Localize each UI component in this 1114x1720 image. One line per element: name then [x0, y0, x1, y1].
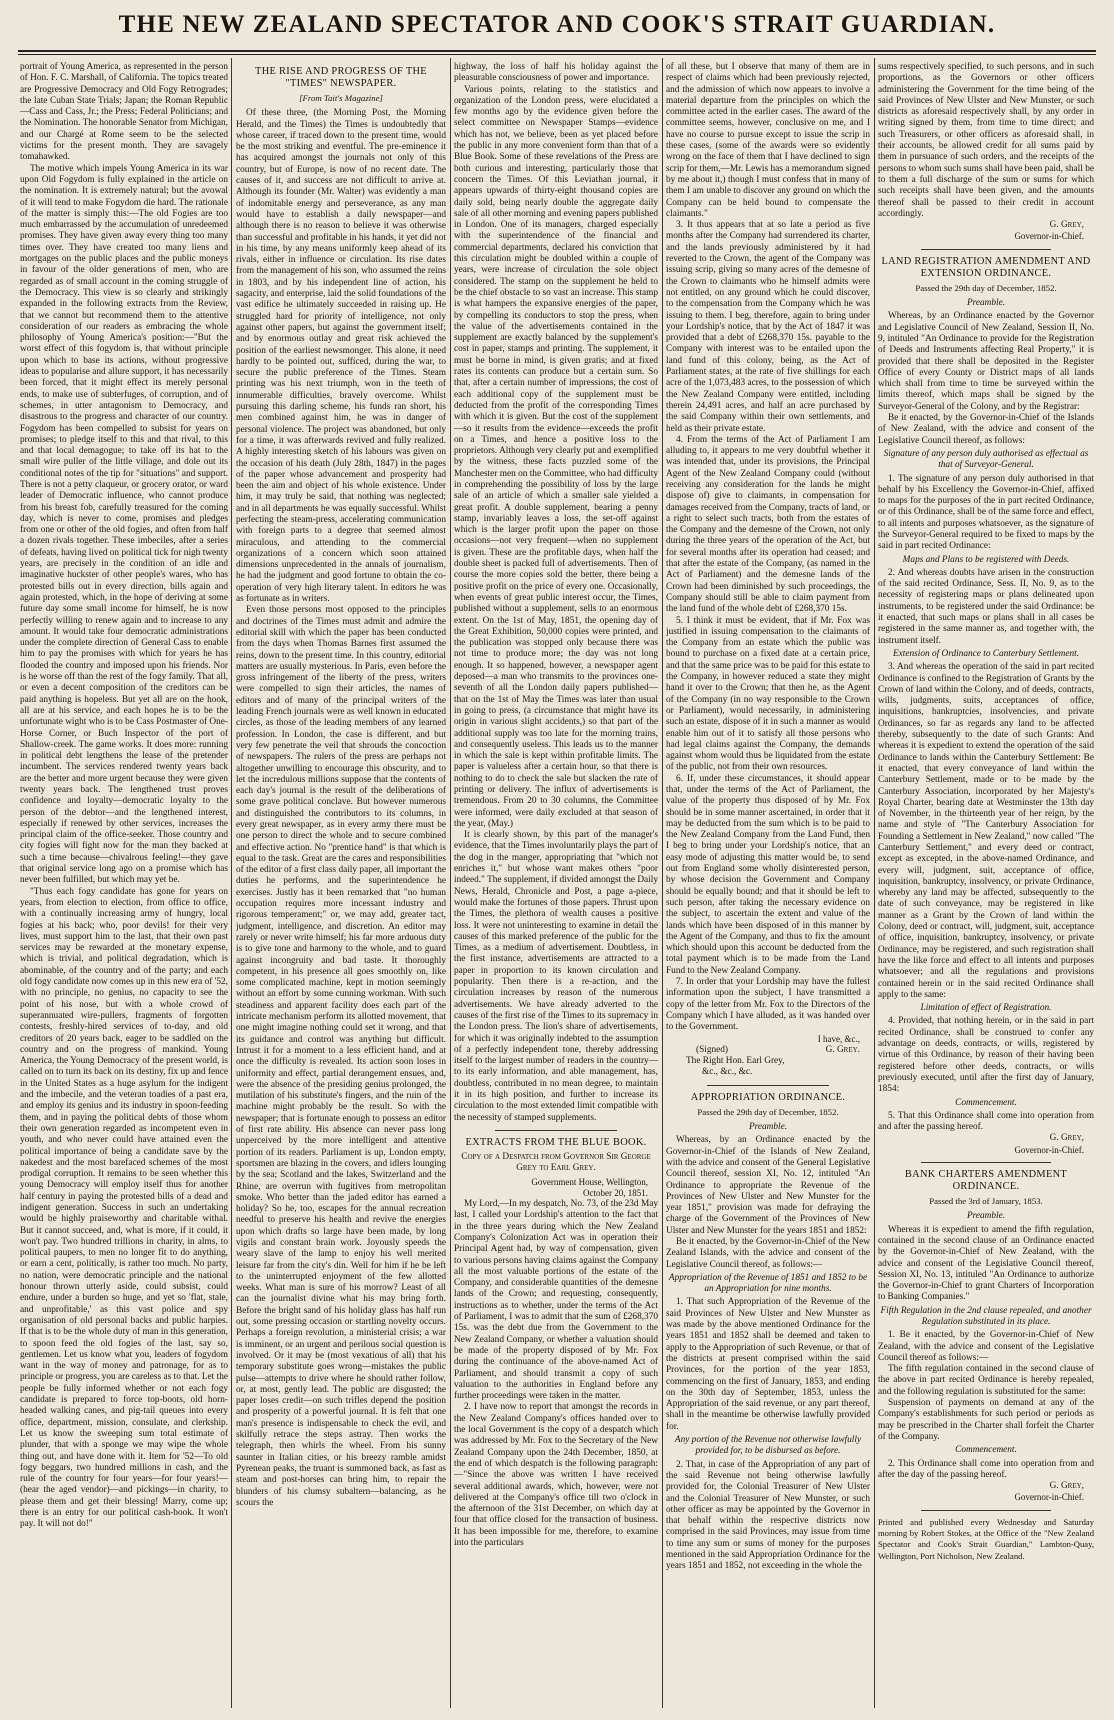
dateline: October 20, 1851. — [583, 1187, 648, 1198]
article-paragraph: Be it enacted, by the Governor-in-Chief of the New Zealand Islands, with the advice and consent of the Legislative Council thereof, as follows:— — [666, 1236, 870, 1270]
preamble-label: Preamble. — [966, 298, 1006, 309]
article-paragraph: Whereas, by an Ordinance enacted by the Governor-in-Chief of the Islands of New Zealand, with the advice and consent of the General Legislative Council thereof, session XI, No. 12, intituled "An Ordinance to appropriate the Revenue of the Provinces of New Ulster and New Munster for the year 1851," provision was made for defraying the charge of the Government of the Provinces of New Ulster and New Munster for the years 1851 and 1852: — [666, 1135, 870, 1236]
signature-title: Governor-in-Chief. — [1014, 1144, 1084, 1155]
margin-note: Signature of any person duly authorised as effectual as that of Surveyor-General. — [883, 448, 1089, 471]
margin-note: Commencement. — [955, 1445, 1017, 1456]
section-rule — [921, 1162, 1051, 1163]
signature-name: G. Grey, — [1049, 1133, 1084, 1144]
article-paragraph: My Lord,—In my despatch, No. 73, of the 23d May last, I called your Lordship's attention to the fact that in the three years during which the New Zealand Company's Colonization Act was in operation their Principal Agent had, by way of compensation, given to various persons having claims against the Company all the most valuable portions of the estate of the Company, and considerable quantities of the demesne lands of the Crown; and requesting, consequently, instructions as to whether, under the terms of the Act of Parliament, I was to admit that the sum of £268,370 15s. was the debt due from the Government to the New Zealand Company, or whether a valuation should be made of the property disposed of by Mr. Fox during the continuance of the above-named Act of Parliament, and should transmit a copy of such valuation to the authorities in England before any further proceedings were taken in the matter. — [454, 1199, 658, 1402]
article-paragraph: It is clearly shown, by this part of the manager's evidence, that the Times involuntarily plays the part of the dog in the manger, appropriating that "which not enriches it," but whose want makes others "poor indeed." The supplement, if divided amongst the Daily News, Herald, Chronicle and Post, a page a-piece, would make the fortunes of those papers. Thrust upon the Times, the plethora of wealth causes a positive loss. It were not uninteresting to examine in detail the causes of this marked preference of the public for the Times, as a medium of advertisement. Doubtless, in the first instance, advertisements are attracted to a paper in proportion to its known circulation and popularity. Then there is a re-action, and the circulation increases by reason of the numerous advertisements. We have already adverted to the causes of the first rise of the Times to its supremacy in the London press. The lion's share of advertisements, for which it was originally indebted to the assumption of a perfectly independent tone, thereby addressing itself to the largest number of readers in the country—to its early information, and able management, has, doubtless, contributed in no mean degree, to maintain it in its high position, and further to increase its circulation to the most extended limit compatible with the necessity of stamped supplements. — [454, 830, 658, 1123]
article-paragraph: 6. If, under these circumstances, it should appear that, under the terms of the Act of Parliament, the value of the property thus disposed of by Mr. Fox should be in some manner ascertained, in order that it may be deducted from the sum which is to be paid to the New Zealand Company from the Land Fund, then I beg to bring under your Lordship's notice, that an easy mode of adjusting this matter would be, to send out from England some wholly disinterested person, by whose decision the Government and Company should be equally bound; and that it should be left to such person, after taking the necessary evidence on the subject, to ascertain the extent and value of the lands which have been disposed of in this manner by the Agent of the Company, and thus to fix the amount which should upon this account be deducted from the total payment which is to be made from the Land Fund to the New Zealand Company. — [666, 773, 870, 976]
preamble-label: Preamble. — [748, 1122, 788, 1133]
section-rule — [707, 1085, 829, 1086]
margin-note: Any portion of the Revenue not otherwise lawfully provided for, to be disbursed as before. — [674, 1435, 862, 1457]
article-paragraph: 2. That, in case of the Appropriation of any part of the said Revenue not being otherwise lawfully provided for, the Colonial Treasurer of New Ulster and the Colonial Treasurer of New Munster, or such other officer as may be appointed by the Governor in that behalf within the respective districts now comprised in the said Provinces, may issue from time to time any sum or sums of money for the purposes mentioned in the said Appropriation Ordinance for the years 1851 and 1852, not exceeding in the whole the — [666, 1459, 870, 1572]
margin-note: Maps and Plans to be registered with Deeds. — [902, 554, 1070, 565]
masthead-rule-thin — [18, 54, 1096, 55]
article-paragraph: 4. From the terms of the Act of Parliament I am alluding to, it appears to me very doubtful whether it was intended that, under its provisions, the Principal Agent of the New Zealand Company could (without receiving any consideration for the lands he might dispose of) give to claimants, in compensation for damages received from the Company, tracts of land, or a right to select such tracts, both from the estates of the Company and the demesne of the Crown, not only during the three years of the operation of the Act, but for several months after its operation had ceased; and that after the estate of the Company, (as named in the Act of Parliament) and the demesne lands of the Crown had been diminished by such proceedings, the Company should still be able to claim payment from the land fund of the whole debt of £268,370 15s. — [666, 434, 870, 615]
ordinance-heading: LAND REGISTRATION AMENDMENT AND EXTENSION ORDINANCE. — [881, 255, 1091, 279]
addressee: The Right Hon. Earl Grey, — [686, 1056, 785, 1067]
masthead-title: THE NEW ZEALAND SPECTATOR AND COOK'S STRAIT GUARDIAN. — [118, 11, 996, 38]
article-paragraph: The motive which impels Young America in its war upon Old Fogydom is fully explained in the article on the nomination. It is extremely natural; but the avowal of it will tend to make Fogydom die hard. The rationale of the matter is simply this:—The old Fogies are too much embarrassed by the accumulation of unredeemed promises. They have given away every thing too many times over. They have created too many liens and mortgages on the public places and the public moneys in favour of the older generations of men, who are regarded as of small account in the coming struggle of the Democracy. This view is so clearly and strikingly expanded in the following extracts from the Review, that we cannot but recommend them to the attentive consideration of our readers as embracing the whole philosophy of Young America's position:—"But the worst effect of this fogydom is, that without principle upon which to base its actions, without progressive ideas to popularise and allure support, it has necessarily been forced, that it might effect its merely personal ends, to make use of subterfuges, of corruption, and of schemes, in utter antagonism to Democracy, and disastrous to the progress and character of our country. Fogydom has been compelled to subsist for years on promises; to pledge itself to this and that rival, to this and that local demagogue; to take off its hat to the small wire puller of the little village, and dole out its conditional notes of the tip for "situations" and support. There is not a petty claqueur, or grocery orator, or ward leader of Democratic influence, who cannot produce from his breast fob, carefully treasured for the coming day, which is never to come, promises and pledges from one or other of the old fogies, and often from half a dozen rivals together. These imbeciles, after a series of defeats, having lived on political tick for nigh twenty years, are precisely in the condition of an idle and imaginative huckster of other people's wares, who has protested bills out in every direction, bills again and again protested, which, in the hope of deriving at some future day some small income for himself, he is now perfectly willing to renew again and to increase to any amount. It would take four democratic administrations under the complete direction of General Cass to enable him to pay the promises with which for years he has flooded the country and imposed upon his friends. Nor is he worse off than the rest of the fogy family. That all, or even a decent composition of the creditors can be paid anything is hopeless. But yet all are on the hook, all are at his service, and each hopes he is to be the unfortunate wight who is to be Cass Postmaster of One-Horse Corner, or Buch Inspector of the port of Shallow-creek. The game works. It does more: running in political debt lengthens the lease of the pretender incumbent. The services rendered twenty years back are the better and more urgent because they were given twenty years back. The lengthened trust proves confidence and loyalty—democratic loyalty to the person of the debtor—and the lengthened interest, especially if renewed by other services, increases the principal claim of the office-seeker. Those country and city fogies will fight now for the man they backed at such a time because—chivalrous feeling!—they gave that original service long ago on a promise which has never been fulfilled, but which may yet be. — [20, 163, 228, 886]
article-paragraph: sums respectively specified, to such persons, and in such proportions, as the Governors or other officers administering the Government for the time being of the said Provinces of New Ulster and New Munster, or such districts as aforesaid respectively shall, by any order in writing signed by them, from time to time direct; and such Treasurers, or other officers as aforesaid shall, in their accounts, be allowed credit for all sums paid by them in pursuance of such orders, and the receipts of the persons to whom such sums shall have been paid, shall be to them a full discharge of the sum or sums for which such receipts shall have been given, and the amounts thereof shall be passed to their credit in account accordingly. — [878, 62, 1094, 219]
article-paragraph: The fifth regulation contained in the second clause of the above in part recited Ordinance is hereby repealed, and the following regulation is substituted for the same: — [878, 1364, 1094, 1397]
section-rule — [495, 1130, 617, 1131]
article-paragraph: Even those persons most opposed to the principles and doctrines of the Times must admit and admire the editorial skill with which the paper has been conducted from the days when Thomas Barnes first assumed the reins, down to the present time. In this country, editorial matters are usually mysterious. In Paris, even before the gross infringement of the liberty of the press, writers were compelled to sign their articles, the names of editors and of many of the principal writers of the leading French journals were as well known in educated circles, as those of the leading members of any learned profession. In London, the case is different, and but very few penetrate the veil that shrouds the concoction of newspapers. The rulers of the press are perhaps not altogether unwilling to encourage this obscurity, and to let the incredulous millions suppose that the contents of each day's journal is the result of the deliberations of some grave political conclave. But however numerous and distinguished the contributors to its columns, in every great newspaper, as in every army there must be one person to direct the whole and to secure combined and effective action. No "prentice hand" is that which is equal to the task. Great are the cares and responsibilities of the editor of a first class daily paper, all important the duties he performs, and the superintendence he exercises. Justly has it been remarked that "no human occupation requires more incessant industry and rigorous temperament;" or, we may add, greater tact, judgment, intelligence, and discretion. An editor may rarely or never write himself; his far more arduous duty is to give tone and harmony to the whole, and to guard against incongruity and bad taste. It thoroughly competent, in his presence all goes smoothly on, like some complicated machine, kept in motion seemingly without an effort by some cunning workman. With such steadiness and apparent facility does each part of the intricate mechanism perform its allotted movement, that one might imagine nothing could set it wrong, and that its guidance and control was anything but difficult. Intrust it for a moment to a less efficient hand, and at once the difficulty is revealed. Its action soon loses in uniformity and effect, partial derangement ensues, and, were the absence of the presiding genius prolonged, the mutilation of his substitute's fingers, and the ruin of the machine might probably be the result. So with the newspaper; that is fortunate enough to possess an editor of first rate ability. His absence can never pass long unperceived by the more intelligent and attentive portion of its readers. Parliament is up, London empty, sportsmen are blazing in the covers, and idlers lounging by the sea; Scotland and the lakes, Switzerland and the Rhine, are overrun with fugitives from metropolitan smoke. Who better than the jaded editor has earned a holiday? So he, too, escapes for the annual recreation needful to preserve his health and revive the energies upon which drafts so large have been made, by long vigils and constant brain work. Joyously speeds the weary slave of the lamp to enjoy his well merited leisure far from the city's din. Well for him if he be left to the uninterrupted enjoyment of the few allotted weeks. What man is sure of his morrow? Least of all can the journalist divine what his may bring forth. Before the bright sand of his holiday glass has half run out, some pressing occasion or startling novelty occurs. Perhaps a foreign revolution, a ministerial crisis; a war is imminent, or an urgent and perilous social question is involved. Or it may be (most vexatious of all) that his temporary substitute goes wrong—mistakes the public pulse—attempts to drive where he should rather follow, or, at most, gently lead. The public are disgusted; the paper loses credit—on such trifles depend the position and prosperity of a powerful journal. It is felt that one man's presence is indispensable to check the evil, and skilfully retrace the steps astray. Then works the telegraph, then whirls the wheel. From his sunny saunter in Italian cities, or his breezy ramble amidst Pyrenean peaks, the truant is summoned back, as fast as steam and post-horses can bring him, to repair the blunders of his clumsy subaltern—balancing, as he scours the — [236, 605, 446, 1508]
article-paragraph: Whereas, by an Ordinance enacted by the Governor and Legislative Council of New Zealand, Session II, No. 9, intituled "An Ordinance to provide for the Registration of Deeds and Instruments affecting Real Property," it is provided that there shall be deposited in the Register Office of every County or District maps of all lands which shall from time to time be surveyed within the limits thereof, which maps shall be signed by the Surveyor-General of the Colony, and by the Registrar: — [878, 311, 1094, 412]
signature-name: G. Grey, — [1049, 1481, 1084, 1492]
section-rule — [921, 1510, 1051, 1511]
preamble-label: Preamble. — [966, 1211, 1006, 1222]
article-source: [From Tait's Magazine] — [299, 93, 383, 103]
article-paragraph: 1. Be it enacted, by the Governor-in-Chief of New Zealand, with the advice and consent of the Legislative Council thereof as follows:— — [878, 1330, 1094, 1363]
article-paragraph: 5. I think it must be evident, that if Mr. Fox was justified in issuing compensation to the claimants of the Company from an estate which the public was bound to purchase on a fixed date at a certain price, and that the same price was to be paid for this estate to the Company, in however reduced a state they might hand it over to the Crown; that then he, as the Agent of the Company (in no way responsible to the Crown or Parliament), would necessarily, in administering such an estate, dispose of it in such a manner as would enable him out of it to satisfy all those persons who had legal claims against the Company, the demands against whom would thus be liquidated from the estate of the public, not from their own resources. — [666, 615, 870, 773]
article-paragraph: 2. This Ordinance shall come into operation from and after the day of the passing hereof. — [878, 1458, 1094, 1480]
passed-date: Passed the 3rd of January, 1853. — [929, 1196, 1043, 1207]
article-heading: THE RISE AND PROGRESS OF THE "TIMES" NEWSPAPER. — [255, 66, 427, 89]
margin-note: Extension of Ordinance to Canterbury Settlement. — [892, 648, 1080, 659]
article-paragraph: 5. That this Ordinance shall come into operation from and after the passing hereof. — [878, 1110, 1094, 1133]
column-5 — [878, 62, 1094, 1712]
section-heading: EXTRACTS FROM THE BLUE BOOK. — [465, 1136, 647, 1148]
article-paragraph: of all these, but I observe that many of them are in respect of claims which had been previously rejected, and the admission of which now appears to involve a material departure from the principles on which the committee acted in the earlier cases. The award of the committee seems, however, conclusive on me, and I have no course to pursue except to issue the scrip in these cases, (some of the awards were so evidently wrong on the face of them that I have declined to sign scrip for them,—Mr. Lewis has a memorandum signed by me about it,) though I must confess that in many of them I am unable to discover any ground on which the Company can be held bound to compensate the claimants." — [666, 62, 870, 219]
column-divider — [450, 58, 451, 1708]
signature-title: Governor-in-Chief. — [1014, 231, 1084, 242]
margin-note: Appropriation of the Revenue of 1851 and 1852 to be an Appropriation for nine months. — [668, 1272, 868, 1295]
addressee: &c., &c., &c. — [702, 1067, 753, 1078]
ordinance-heading: APPROPRIATION ORDINANCE. — [690, 1091, 846, 1103]
article-paragraph: 2. I have now to report that amongst the records in the New Zealand Company's offices handed over to the local Government is the copy of a despatch which was addressed by Mr. Fox to the Secretary of the New Zealand Company upon the 24th December, 1850, at the end of which despatch is the following paragraph:—"Since the above was written I have received several additional awards, which, however, were not delivered at the Company's office till two o'clock in the afternoon of the 31st December, on which day at four that office closed for the transaction of business. It has been impossible for me, therefore, to examine into the particulars — [454, 1402, 658, 1548]
passed-date: Passed the 29th day of December, 1852. — [697, 1106, 839, 1117]
margin-note: Limitation of effect of Registration. — [920, 1003, 1052, 1014]
margin-note: Fifth Regulation in the 2nd clause repealed, and another Regulation substituted in its place. — [880, 1305, 1092, 1327]
article-paragraph: "Thus each fogy candidate has gone for years on years, from election to election, from office to office, with a continually increasing army of hungry, local fogies at his back; who, poor devils! for their very lives, must support him to the last, that their own past services may be rewarded at the monetary expense, which is trivial, and political degradation, which is abominable, of the country and of the party; and each old fogy candidate now comes up in this new era of '52, with no principle, no genius, no capacity to see the point of his nose, but with a whole crowd of superannuated wire-pullers, fragments of forgotten contests, freshly-hired services of to-day, and old creditors of 20 years back, eager to be saddled on the country and on the progress of mankind. Young America, the Young Democracy of the present world, is called on to turn its back on its destiny, fix up and fence in the United States as a huge asylum for the indigent and the imbecile, and the veteran toadies of a past era, and employ its genius and its industry in spoon-feeding them, and in paying the political debts of those whom their own generation regarded as incompetent even in youth, and who never could have attained even the political importance of being a candidate save by the nakedest and the most barefaced schemes of the most prodigal corruption. It remains to be seen whether this young Democracy will employ itself thus for another half century in paying the protested bills of a dead and indigent generation. Success in such an undertaking would be highly praiseworthy and charitable withal. But it cannot succeed, and, what is more, if it could, it won't pay. Two hundred trillions in charity, in alms, to political paupers, to men no longer fit to do anything, or earn a cent, politically, is rather too much. No party, no nation, were democratic principle and the national honour thrown utterly aside, could subsist, could endure, under a burden so huge, and yet so 'flat, stale, and unprofitable,' as this vast police and spy organisation of old personal backs and public harpies. If that is to be the whole duty of man in this generation, to spoon feed the old fogies of the last, say so, gentlemen. Let us know what you, leaders of fogydom want in the way of money and patronage, for as to principle or progress, you are careless as to that. Let the people be fully informed whether or not each fogy candidate is prepared to force top-boots, old horn-headed walking canes, and pig-tail queues into every office, department, mission, consulate, and clerkship. Let us know the sweeping sum total estimate of plunder, that with a sponge we may wipe the whole thing out, and have done with it. Item for '52—To old fogy beggars, two hundred millions in cash, and the rule of the country for four years—for four years!—(hear the aged vendor)—and pickings—in charity, to please them and get their blessing! Marry, come up; there is an entry for our political cash-book. It won't pay. It will not do!" — [20, 886, 228, 1530]
dateline: Government House, Wellington, — [531, 1176, 648, 1187]
column-divider — [874, 58, 875, 1708]
column-3 — [454, 62, 658, 1712]
article-paragraph: 7. In order that your Lordship may have the fullest information upon the subject, I have transmitted a copy of the letter from Mr. Fox to the Directors of the Company which I have alluded, as it was handed over to the Government. — [666, 977, 870, 1033]
column-divider — [662, 58, 663, 1708]
article-paragraph: Of these three, (the Morning Post, the Morning Herald, and the Times) the Times is undoubtedly that whose career, if traced down to the present time, would be the most striking and eventful. The pre-eminence it has acquired amongst the journals not only of this country, but of Europe, is now of no recent date. The causes of it, and success are not difficult to arrive at. Although its founder (Mr. Walter) was evidently a man of indomitable energy and perseverance, as any man would have to establish a daily newspaper—and although there is no reason to believe it was otherwise than successful and profitable in his hands, it yet did not in his time, by any means uniformly keep ahead of its rivals, either in influence or circulation. Its rise dates from the management of his son, who assumed the reins in 1803, and by his independent line of action, his sagacity, and enterprise, laid the solid foundations of the vast edifice he ultimately succeeded in raising up. He struggled hard for priority of intelligence, not only against other papers, but against the government itself; and by enormous outlay and great risk achieved the position of the earliest newsmonger. This alone, it need hardly to be pointed out, sufficed, during the war, to secure the public preference of the Times. Steam printing was his next triumph, won in the teeth of innumerable difficulties, bravely overcome. Whilst pursuing this darling scheme, his funds ran short, his men combined against him, he was in danger of personal violence. The project was abandoned, but only for a time, it was afterwards revived and fully realized. A highly interesting sketch of his labours was given on the occasion of his death (July 28th, 1847) in the pages of the paper whose advancement and prosperity had been the aim and object of his whole existence. Under him, it may truly be said, that nothing was neglected; and in all departments he was equally successful. Whilst perfecting the steam-press, accelerating communication with foreign parts to a degree that seemed almost miraculous, and attending to the commercial organizations of a concern which soon attained dimensions unprecedented in the annals of journalism, he had the judgment and good fortune to obtain the co-operation of very high literary talent. In editors he was as fortunate as in writers. — [236, 108, 446, 605]
article-paragraph: 2. And whereas doubts have arisen in the construction of the said recited Ordinance, Sess. II, No. 9, as to the necessity of registering maps or plans delineated upon instruments, to be registered under the said Ordinance: be it enacted, that such maps or plans shall in all cases be registered in the same manner as, and together with, the instrument itself. — [878, 567, 1094, 646]
article-paragraph: Whereas it is expedient to amend the fifth regulation, contained in the second clause of an Ordinance enacted by the Governor-in-Chief of New Zealand, with the advice and consent of the Legislative Council thereof, Session XI, No. 13, intituled "An Ordinance to authorize the Governor-in-Chief to grant Charters of Incorporation to Banking Companies." — [878, 1224, 1094, 1303]
signoff: I have, &c., — [817, 1033, 860, 1044]
signature-title: Governor-in-Chief. — [1014, 1492, 1084, 1503]
margin-note: Commencement. — [955, 1097, 1017, 1108]
despatch-title: Copy of a Despatch from Governor Sir George Grey to Earl Grey. — [461, 1151, 651, 1174]
column-1 — [20, 62, 228, 1712]
article-paragraph: highway, the loss of half his holiday against the pleasurable consciousness of power and importance. — [454, 62, 658, 84]
signature-line — [666, 1045, 870, 1056]
article-paragraph: Suspension of payments on demand at any of the Company's establishments for such period or periods as may be prescribed in the Charter shall forfeit the Charter of the Company. — [878, 1398, 1094, 1442]
passed-date: Passed the 29th day of December, 1852. — [915, 282, 1057, 293]
column-divider — [231, 58, 232, 1708]
ordinance-heading: BANK CHARTERS AMENDMENT ORDINANCE. — [904, 1169, 1068, 1193]
article-paragraph: 3. And whereas the operation of the said in part recited Ordinance is confined to the Registration of Grants by the Crown of land within the Colony, and of deeds, contracts, wills, judgments, suits, acceptances of office, inquisitions, bankruptcies, insolvencies, and private Ordinances, so far as regards any land to be affected thereby, subsequently to the date of such Grants: And whereas it is expedient to extend the operation of the said Ordinance to lands within the Canterbury Settlement: Be it enacted, that every conveyance of land within the Canterbury Settlement, made or to be made by the Canterbury Association, incorporated by her Majesty's Royal Charter, bearing date at Westminster the 13th day of November, in the thirteenth year of her reign, by the name and style of "The Canterbury Association for Founding a Settlement in New Zealand," now called "The Canterbury Settlement," and every deed or contract, except as excepted, in the above-named Ordinance, and every will, judgment, suit, acceptance of office, inquisition, bankruptcy, insolvency, or private Ordinance, whereby any land may be affected, subsequently to the date of such conveyance, may be registered in like manner as a Grant by the Crown of land within the Colony, deed or contract, will, judgment, suit, acceptance of office, inquisition, bankruptcy, insolvency, or private Ordinance, may be registered, and such registration shall have the like force and effect to all intents and purposes whatsoever; and all the regulations and provisions contained herein or in the said recited Ordinance shall apply to the same: — [878, 662, 1094, 1000]
printer-imprint: Printed and published every Wednesday and Saturday morning by Robert Stokes, at the Office of the "New Zealand Spectator and Cook's Strait Guardian," Lambton-Quay, Wellington, Port Nicholson, New Zealand. — [878, 1516, 1094, 1561]
article-paragraph: 1. The signature of any person duly authorised in that behalf by his Excellency the Governor-in-Chief, affixed to maps for the purposes of the in part recited Ordinance, or of this Ordinance, shall be of the same force and effect, to all intents and purposes whatsoever, as the signature of the Surveyor-General required to be fixed to maps by the said in part recited Ordinance: — [878, 473, 1094, 552]
article-paragraph: Various points, relating to the statistics and organization of the London press, were elucidated a few months ago by the evidence given before the select committee on Newspaper Stamps—evidence which has not, we believe, been as yet placed before the public in any more convenient form than that of a Blue Book. Some of these revelations of the Press are both curious and interesting, particularly those that concern the Times. Of this Leviathan journal, it appears upwards of thirty-eight thousand copies are daily sold, being nearly double the aggregate daily sale of all other morning and evening papers published in London. One of its managers, charged especially with the superintendence of the financial and commercial departments, declared his conviction that this circulation might be doubled within a couple of years, were increase of circulation the sole object considered. The stamp on the supplement he held to be the chief obstacle to so vast an increase. This stamp is what hampers the expansive energies of the paper, by compelling its conductors to stop the press, when the value of the advertisements contained in the supplement are exactly balanced by the supplement's cost in paper, stamps and printing. The supplement, it must be borne in mind, is given gratis; and at fixed rates its contents can produce but a certain sum. So that, after a certain number of impressions, the cost of each additional copy of the supplement must be deducted from the profit of the corresponding Times with which it is given. But the cost of the supplement—so it results from the evidence—exceeds the profit on a Times, and hence a positive loss to the proprietors. Although very clearly put and exemplified by the witness, these facts puzzled some of the Manchester men on the Committee, who had difficulty in comprehending the possibility of loss by the large sale of an article of which a smaller sale yielded a great profit. A double supplement, bearing a penny stamp, invariably leaves a loss, the set-off against which is the larger profit upon the paper on those occasions—not very frequent—when no supplement is given. These are the profitable days, when half the double sheet is packed full of advertisements. Then of course the more copies sold the better, there being a positive profit on the price of every one. Occasionally, when events of great public interest occur, the Times, published without a supplement, sells to an enormous extent. On the 1st of May, 1851, the opening day of the Great Exhibition, 50,000 copies were printed, and the publication was stopped only because there was not time to produce more; the day was not long enough. It so happened, however, a newspaper agent deposed—a man who transmits to the provinces one-seventh of all the London daily papers published—that on the 1st of May the Times was later than usual in going to press, (a circumstance that might have its origin in various slight accidents,) so that part of the additional supply was too late for the morning trains, and consequently useless. This leads us to the manner in which the sale is kept within profitable limits. The paper is valueless after a certain hour, so that there is nothing to do to check the sale but slacken the rate of printing or delivery. The influx of advertisements is tremendous. From 20 to 30 columns, the Committee were informed, were daily excluded at that season of the year, (May.) — [454, 84, 658, 829]
article-paragraph: 4. Provided, that nothing herein, or in the said in part recited Ordinance, shall be construed to confer any advantage on deeds, contracts, or wills, registered by virtue of this Ordinance, by reason of their having been registered before other deeds, contracts, or wills previously executed, until after the first day of January, 1854: — [878, 1016, 1094, 1095]
signature-name: G. Grey, — [1049, 220, 1084, 231]
column-2 — [236, 62, 446, 1712]
article-paragraph: 1. That such Appropriation of the Revenue of the said Provinces of New Ulster and New Munster as was made by the above mentioned Ordinance for the years 1851 and 1852 shall be deemed and taken to apply to the Appropriation of such Revenue, or that of the districts at present comprised within the said Provinces, for the portion of the year 1853, commencing on the first of January, 1853, and ending on the 30th day of September, 1853, unless the Appropriation of the said revenue, or any part thereof, shall in the meantime be otherwise lawfully provided for. — [666, 1297, 870, 1432]
masthead-rule — [18, 50, 1096, 52]
section-rule — [921, 249, 1051, 250]
article-paragraph: Be it enacted, by the Governor-in-Chief of the Islands of New Zealand, with the advice and consent of the Legislative Council thereof, as follows: — [878, 413, 1094, 446]
signature-name: G. Grey. — [825, 1044, 860, 1055]
article-paragraph: portrait of Young America, as represented in the person of Hon. F. C. Marshall, of California. The topics treated are Progressive Democracy and Old Fogy Retrogrades; the late Cuban State Trials; Japan; the Roman Republic—Cass and Cass, Jr.; the Press; Federal Politicians; and the Nomination. The honorable Senator from Michigan, and our Chargé at Rome seem to be the selected victims for the present month. They are savagely tomahawked. — [20, 62, 228, 163]
article-paragraph: 3. It thus appears that at so late a period as five months after the Company had surrendered its charter, and the lands previously administered by it had reverted to the Crown, the agent of the Company was issuing scrip, giving so many acres of the demesne of the Crown to claimants who he himself admits were not entitled, on any ground which he could discover, to the compensation from the Company which he was issuing to them. I beg, therefore, again to bring under your Lordship's notice, that by the Act of 1847 it was provided that a debt of £268,370 15s. payable to the Company with interest was to be entailed upon the land fund of this colony, being, as the Act of Parliament states, at the rate of five shillings for each acre of the 1,073,483 acres, to the possession of which the New Zealand Company were entitled, including therein 24,491 acres, and half an acre purchased by the said Company within their own settlements, and held as their private estate. — [666, 220, 870, 434]
signed-label: (Signed) — [696, 1044, 729, 1055]
column-4 — [666, 62, 870, 1712]
